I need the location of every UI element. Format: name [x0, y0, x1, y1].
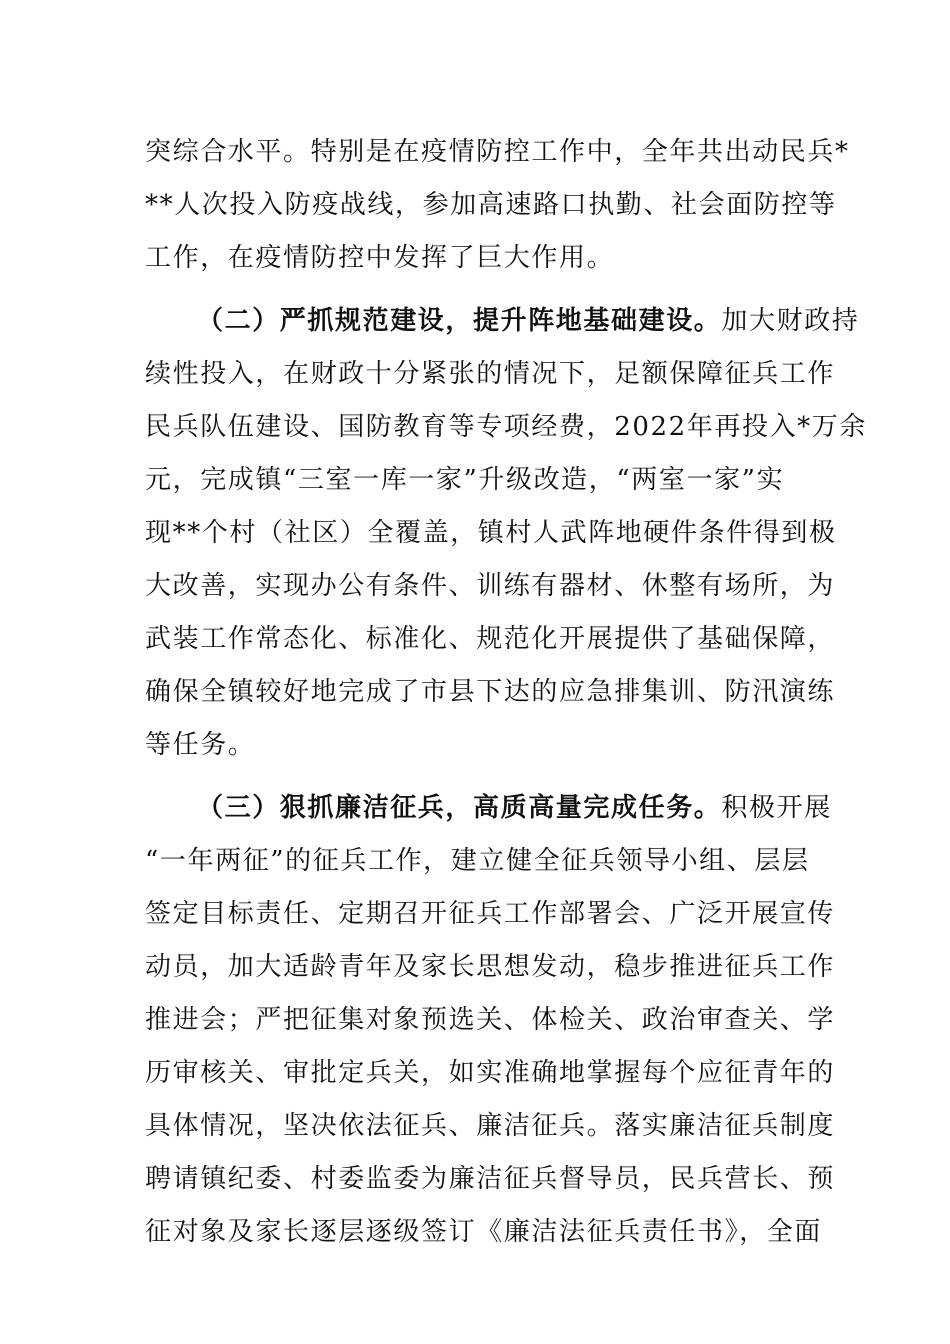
- text-line: [145, 782, 832, 835]
- paragraph-2: [145, 295, 867, 772]
- section-heading: （二）严抓规范建设，提升阵地基础建设。: [197, 306, 722, 336]
- text-line: 聘请镇纪委、村委监委为廉洁征兵督导员，民兵营长、预: [145, 1164, 836, 1194]
- text-line: 签定目标责任、定期召开征兵工作部署会、广泛开展宣传: [145, 899, 836, 929]
- text-run: 加大财政持: [721, 306, 860, 336]
- text-line: 动员，加大适龄青年及家长思想发动，稳步推进征兵工作: [145, 952, 836, 982]
- text-line: 武装工作常态化、标准化、规范化开展提供了基础保障，: [145, 624, 836, 654]
- document-body: [145, 126, 867, 1269]
- text-line: 征对象及家长逐层逐级签订《廉洁法征兵责任书》，全面: [145, 1217, 823, 1247]
- paragraph-3: [145, 782, 836, 1259]
- text-line: 确保全镇较好地完成了市县下达的应急排集训、防汛演练: [145, 677, 836, 707]
- text-line: 历审核关、审批定兵关，如实准确地掌握每个应征青年的: [145, 1058, 836, 1088]
- section-heading: （三）狠抓廉洁征兵，高质高量完成任务。: [197, 793, 722, 823]
- text-line: 大改善，实现办公有条件、训练有器材、休整有场所，为: [145, 571, 836, 601]
- text-line: **人次投入防疫战线，参加高速路口执勤、社会面防控等: [145, 190, 837, 220]
- text-line: 等任务。: [145, 730, 256, 760]
- text-line: 现**个村（社区）全覆盖，镇村人武阵地硬件条件得到极: [145, 518, 837, 548]
- text-line: “一年两征”的征兵工作，建立健全征兵领导小组、层层: [145, 846, 810, 876]
- text-line: 推进会；严把征集对象预选关、体检关、政治审查关、学: [145, 1005, 836, 1035]
- paragraph-1: [145, 126, 850, 285]
- text-line: 元，完成镇“三室一库一家”升级改造，“两室一家”实: [145, 465, 785, 495]
- text-line: 具体情况，坚决依法征兵、廉洁征兵。落实廉洁征兵制度: [145, 1111, 836, 1141]
- text-line: 工作，在疫情防控中发挥了巨大作用。: [145, 243, 615, 273]
- text-line: [145, 295, 860, 348]
- text-run: 积极开展: [721, 793, 832, 823]
- text-line: 突综合水平。特别是在疫情防控工作中，全年共出动民兵*: [145, 137, 850, 167]
- text-line: 民兵队伍建设、国防教育等专项经费，2022年再投入*万余: [145, 412, 867, 442]
- text-line: 续性投入，在财政十分紧张的情况下，足额保障征兵工作: [145, 359, 836, 389]
